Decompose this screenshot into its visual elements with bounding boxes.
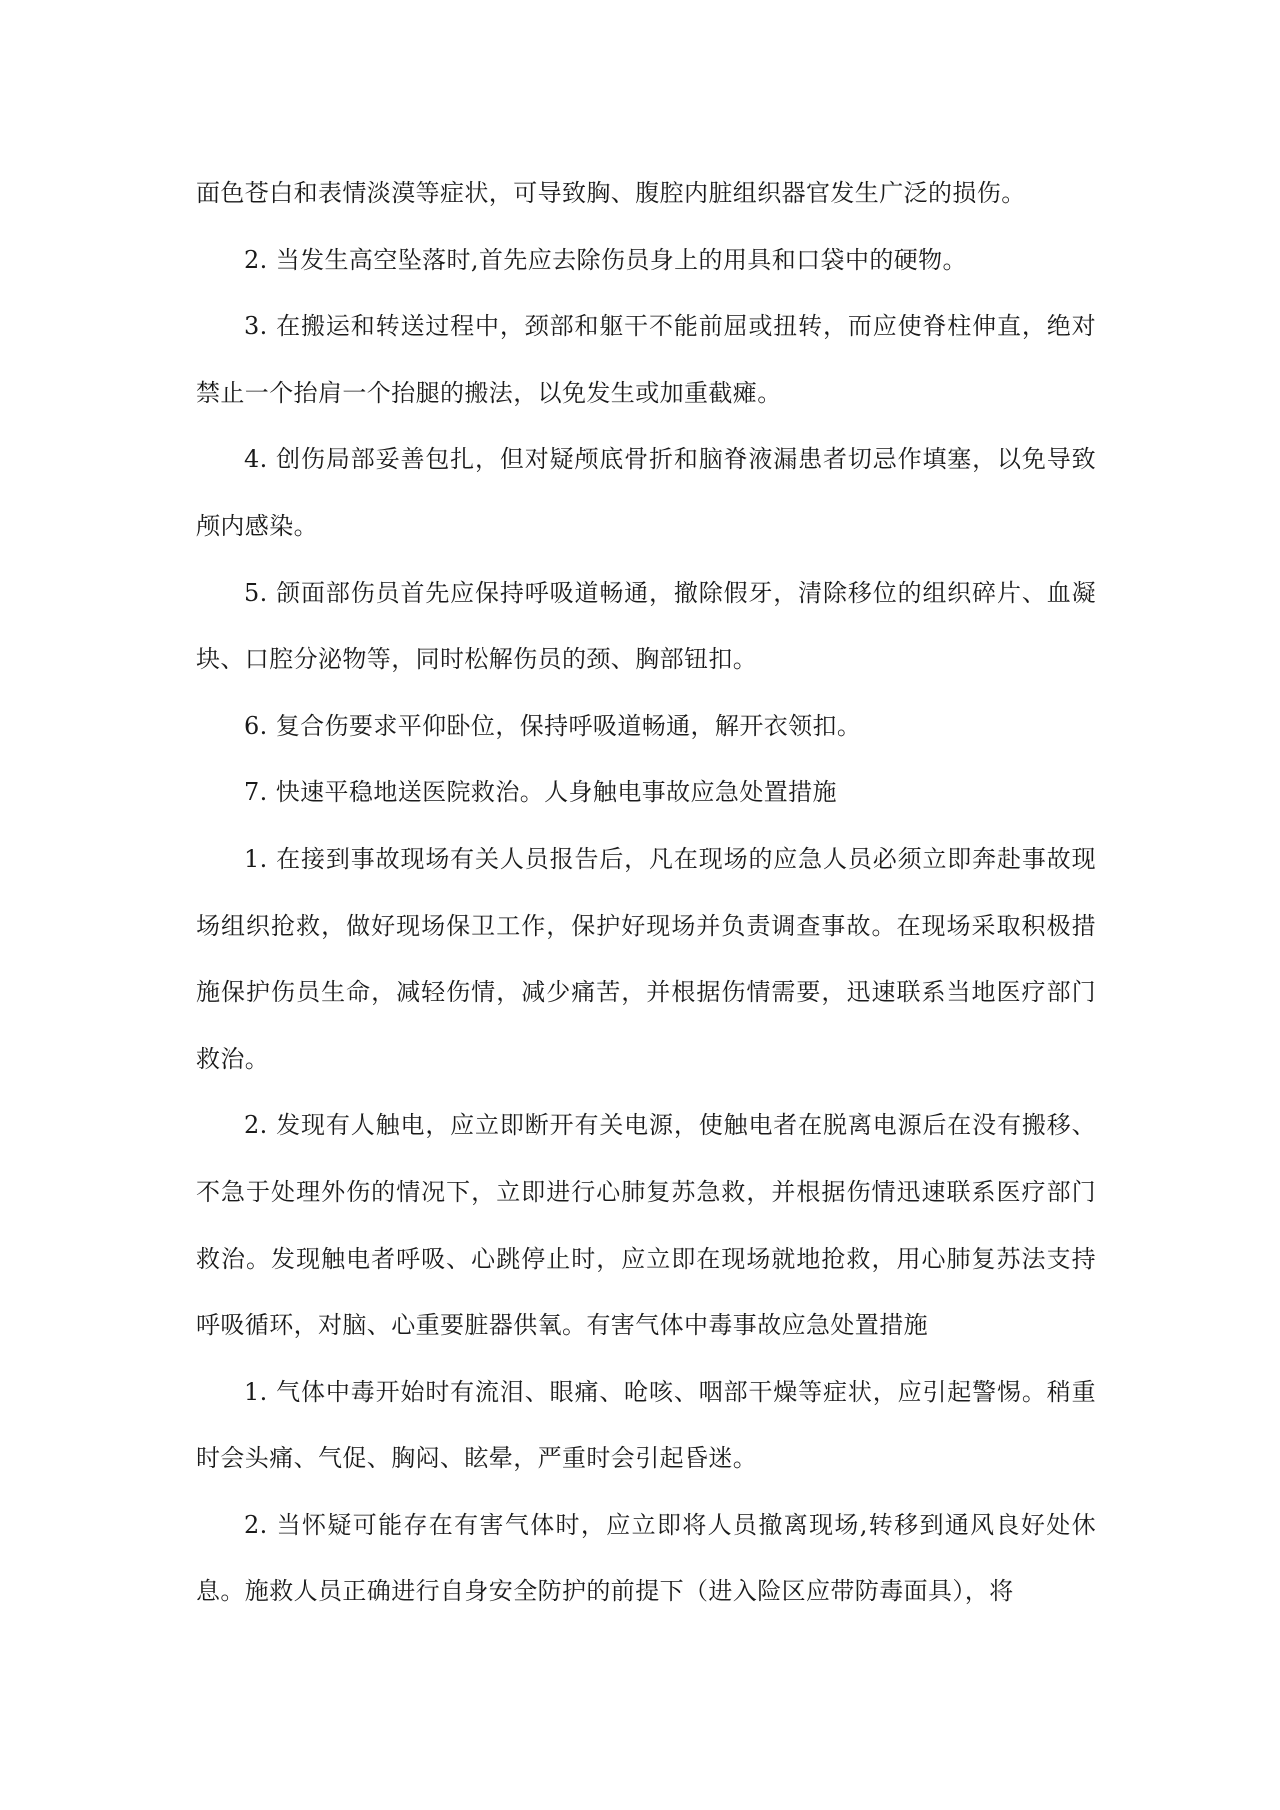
paragraph: 4. 创伤局部妥善包扎，但对疑颅底骨折和脑脊液漏患者切忌作填塞，以免导致颅内感染。 (196, 445, 1096, 540)
paragraph: 2. 当怀疑可能存在有害气体时，应立即将人员撤离现场,转移到通风良好处休息。施救人员正确进行自身安全防护的前提下（进入险区应带防毒面具），将 (196, 1510, 1096, 1606)
paragraph: 5. 颌面部伤员首先应保持呼吸道畅通，撤除假牙，清除移位的组织碎片、血凝块、口腔分泌物等，同时松解伤员的颈、胸部钮扣。 (196, 578, 1096, 674)
paragraph: 3. 在搬运和转送过程中，颈部和躯干不能前屈或扭转，而应使脊柱伸直，绝对禁止一个抬肩一个抬腿的搬法，以免发生或加重截瘫。 (196, 312, 1096, 407)
paragraph: 2. 发现有人触电，应立即断开有关电源，使触电者在脱离电源后在没有搬移、不急于处理外伤的情况下，立即进行心肺复苏急救，并根据伤情迅速联系医疗部门救治。发现触电者呼吸、心跳停止时，应立即在现场就地抢救，用心肺复苏法支持呼吸循环，对脑、心重要脏器供氧。有害气体中毒事故应急处置措施 (196, 1111, 1096, 1340)
paragraph: 面色苍白和表情淡漠等症状，可导致胸、腹腔内脏组织器官发生广泛的损伤。 (196, 179, 1026, 207)
paragraph: 2. 当发生高空坠落时,首先应去除伤员身上的用具和口袋中的硬物。 (244, 245, 967, 274)
paragraph: 6. 复合伤要求平仰卧位，保持呼吸道畅通，解开衣领扣。 (244, 711, 862, 740)
document-body (196, 160, 1096, 1625)
paragraph: 1. 气体中毒开始时有流泪、眼痛、呛咳、咽部干燥等症状，应引起警惕。稍重时会头痛、气促、胸闷、眩晕，严重时会引起昏迷。 (196, 1377, 1096, 1473)
paragraph: 7. 快速平稳地送医院救治。人身触电事故应急处置措施 (244, 778, 837, 807)
paragraph: 1. 在接到事故现场有关人员报告后，凡在现场的应急人员必须立即奔赴事故现场组织抢救，做好现场保卫工作，保护好现场并负责调查事故。在现场采取积极措施保护伤员生命，减轻伤情，减少痛苦，并根据伤情需要，迅速联系当地医疗部门救治。 (196, 844, 1096, 1073)
